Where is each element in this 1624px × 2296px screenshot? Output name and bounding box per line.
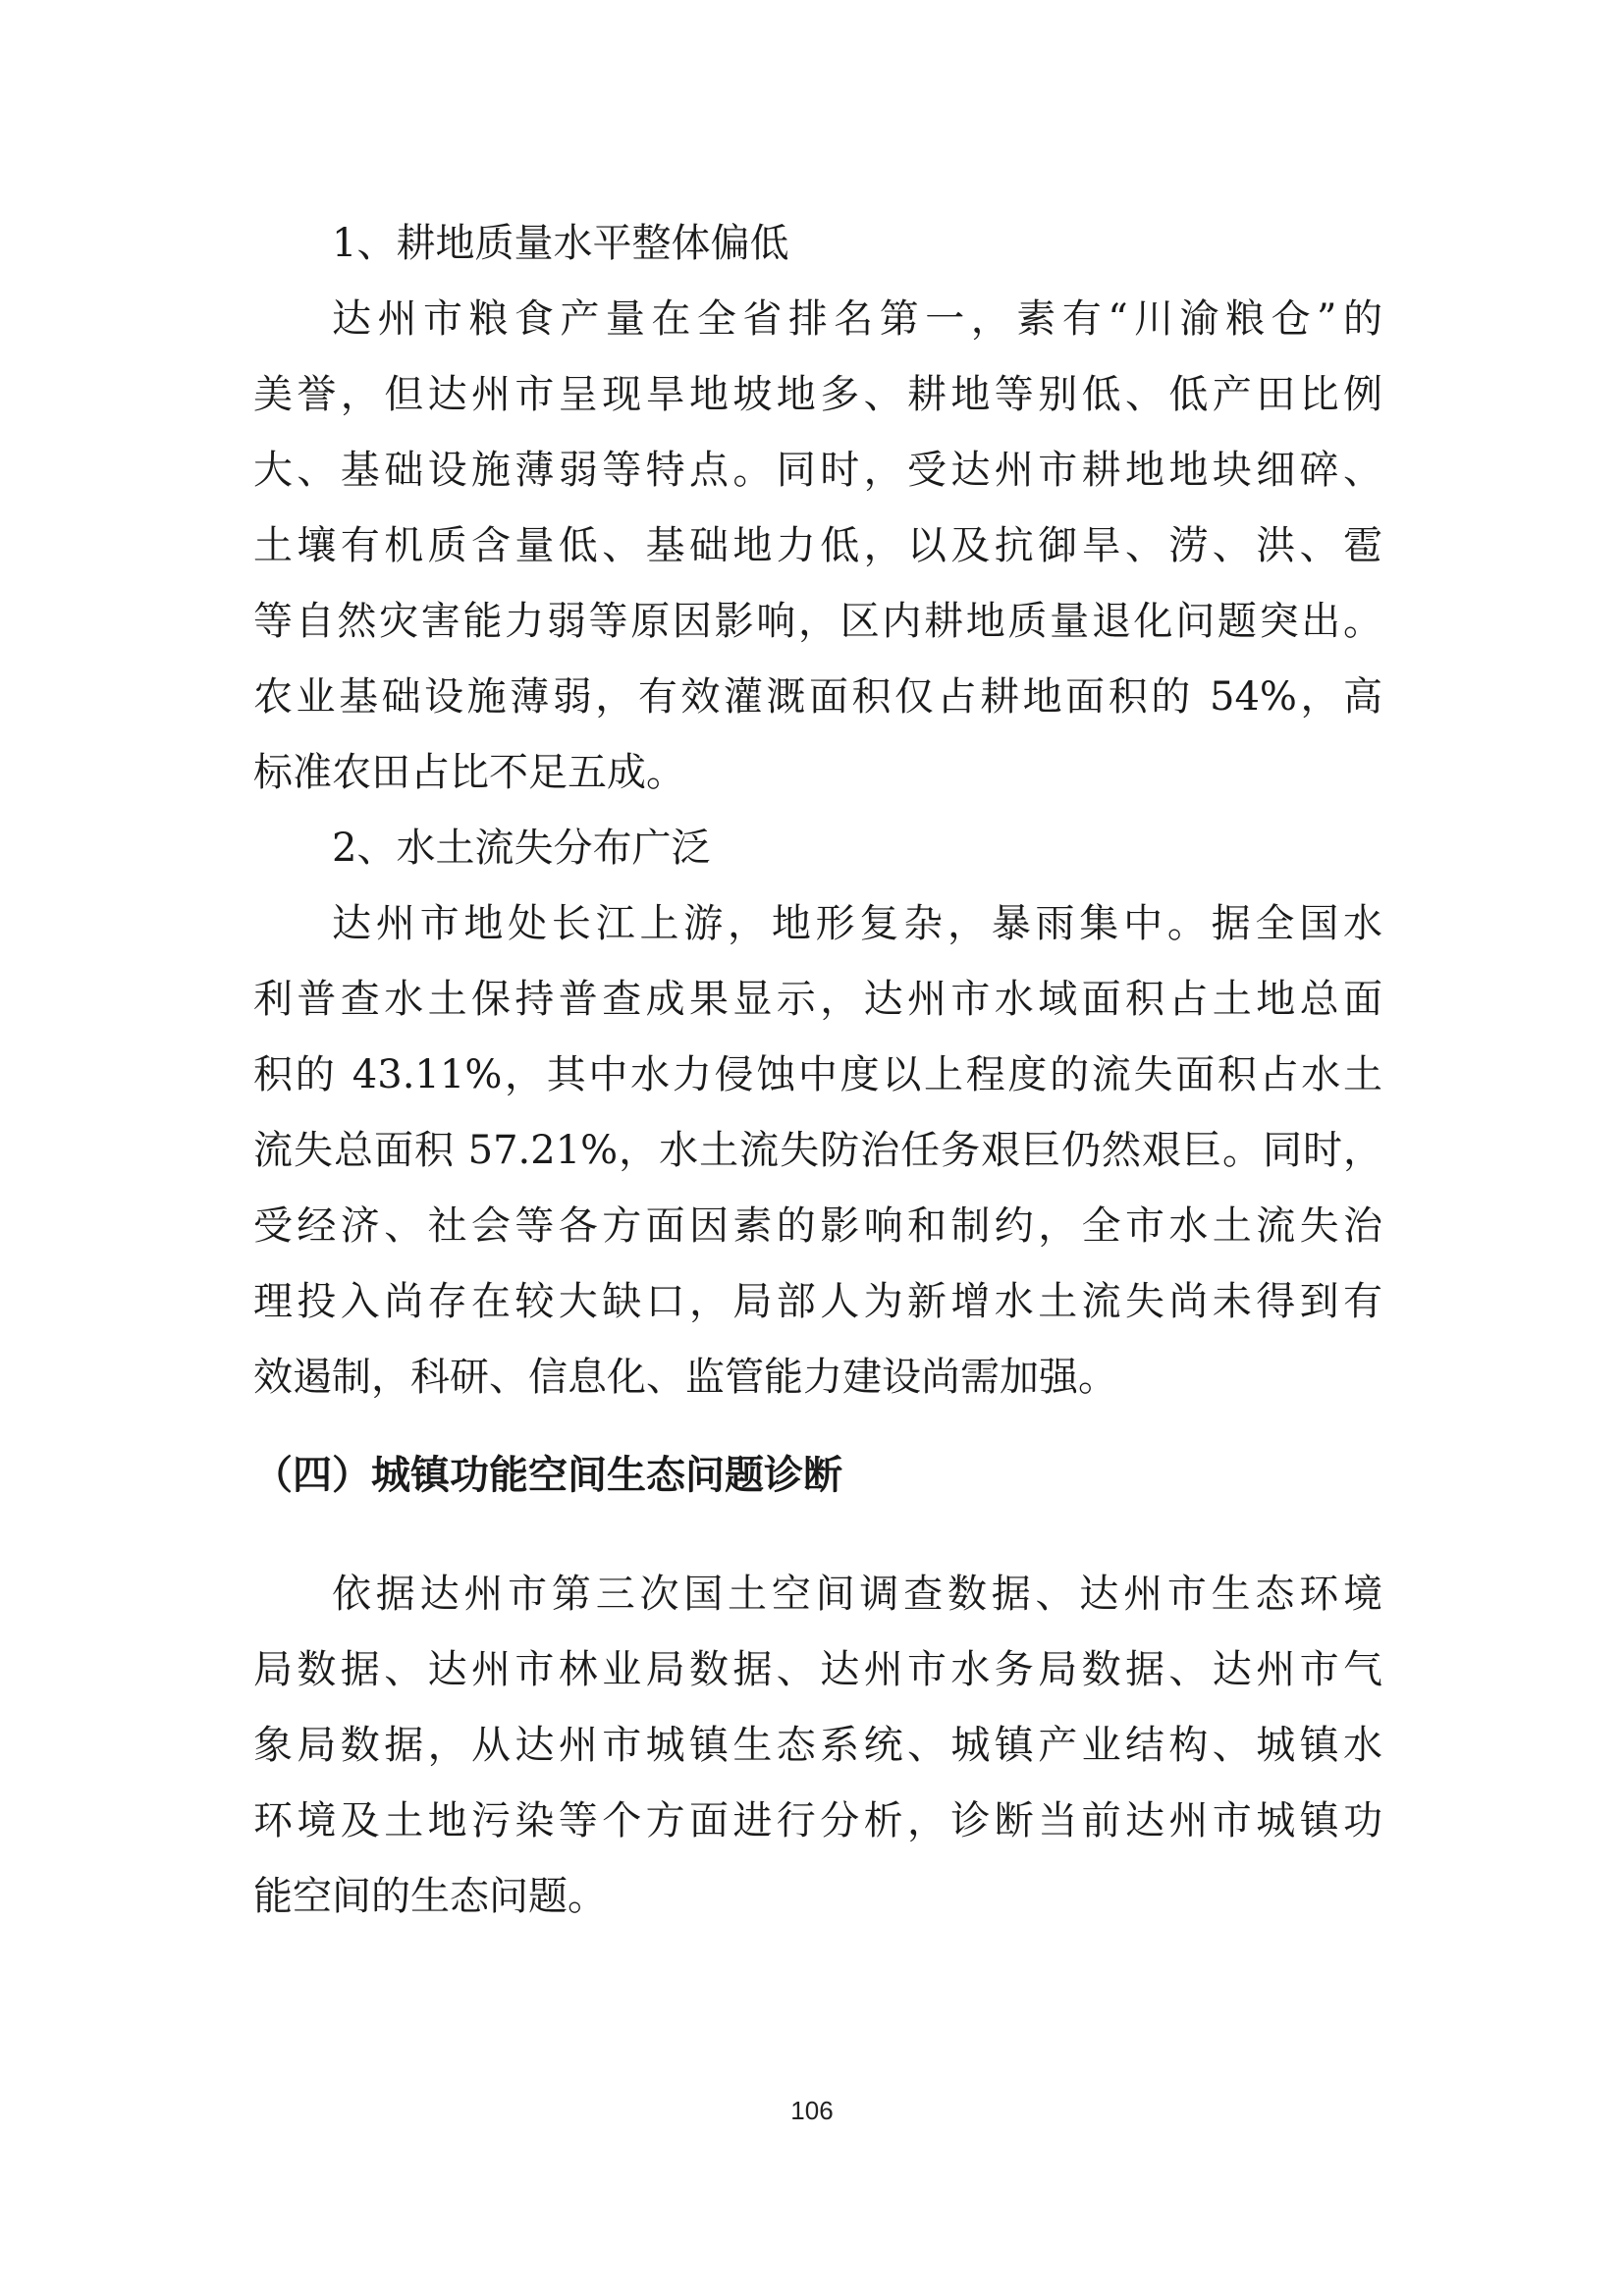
section-2-title: 2、水土流失分布广泛 — [332, 826, 711, 871]
paragraph-line: 理投入尚存在较大缺口，局部人为新增水土流失尚未得到有 — [253, 1279, 1382, 1324]
paragraph-line: 达州市地处长江上游，地形复杂，暴雨集中。据全国水 — [332, 901, 1382, 946]
paragraph-line: 标准农田占比不足五成。 — [253, 750, 685, 795]
paragraph-line: 能空间的生态问题。 — [253, 1874, 607, 1919]
paragraph-line: 土壤有机质含量低、基础地力低，以及抗御旱、涝、洪、雹 — [253, 523, 1382, 568]
paragraph-line: 受经济、社会等各方面因素的影响和制约，全市水土流失治 — [253, 1203, 1382, 1249]
paragraph-line: 局数据、达州市林业局数据、达州市水务局数据、达州市气 — [253, 1647, 1382, 1692]
paragraph-line: 达州市粮食产量在全省排名第一，素有“川渝粮仓”的 — [332, 296, 1382, 342]
paragraph-line: 等自然灾害能力弱等原因影响，区内耕地质量退化问题突出。 — [253, 599, 1382, 644]
paragraph-line: 环境及土地污染等个方面进行分析，诊断当前达州市城镇功 — [253, 1798, 1382, 1843]
paragraph-line: 美誉，但达州市呈现旱地坡地多、耕地等别低、低产田比例 — [253, 372, 1382, 417]
paragraph-line: 大、基础设施薄弱等特点。同时，受达州市耕地地块细碎、 — [253, 448, 1382, 493]
paragraph-line: 效遏制，科研、信息化、监管能力建设尚需加强。 — [253, 1355, 1117, 1400]
paragraph-line: 依据达州市第三次国土空间调查数据、达州市生态环境 — [332, 1572, 1382, 1617]
paragraph-line: 流失总面积 57.21%，水土流失防治任务艰巨仍然艰巨。同时， — [253, 1128, 1382, 1173]
paragraph-line: 积的 43.11%，其中水力侵蚀中度以上程度的流失面积占水土 — [253, 1052, 1382, 1097]
paragraph-line: 农业基础设施薄弱，有效灌溉面积仅占耕地面积的 54%，高 — [253, 674, 1382, 720]
section-1-title: 1、耕地质量水平整体偏低 — [332, 221, 789, 266]
paragraph-line: 利普查水土保持普查成果显示，达州市水域面积占土地总面 — [253, 977, 1382, 1022]
page-number: 106 — [790, 2096, 834, 2125]
paragraph-line: 象局数据，从达州市城镇生态系统、城镇产业结构、城镇水 — [253, 1723, 1382, 1768]
section-heading: （四）城镇功能空间生态问题诊断 — [253, 1453, 842, 1498]
